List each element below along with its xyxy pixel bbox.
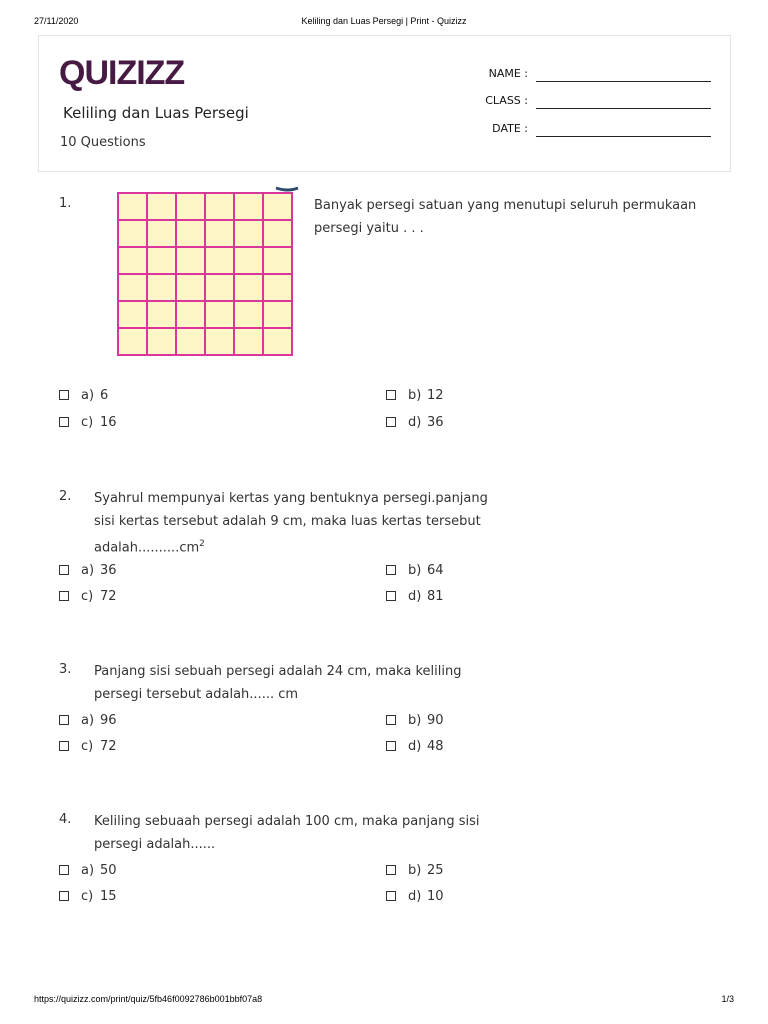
option-letter: a) xyxy=(81,388,95,403)
question-text-line: Panjang sisi sebuah persegi adalah 24 cm, maka keliling xyxy=(94,664,462,679)
grid-cell xyxy=(234,193,263,220)
print-page-title: Keliling dan Luas Persegi | Print - Quizizz xyxy=(301,16,467,26)
grid-cell xyxy=(176,274,205,301)
grid-cell xyxy=(118,247,147,274)
print-url: https://quizizz.com/print/quiz/5fb46f0092786b001bbf07a8 xyxy=(34,994,263,1004)
option-checkbox[interactable] xyxy=(59,417,69,427)
grid-cell xyxy=(176,193,205,220)
print-header xyxy=(0,16,768,30)
quiz-header-card xyxy=(38,35,731,172)
option-letter: c) xyxy=(81,739,94,754)
print-footer xyxy=(0,994,768,1008)
grid-cell xyxy=(263,301,292,328)
option-letter: b) xyxy=(408,863,422,878)
grid-cell xyxy=(205,301,234,328)
unit-square-grid-image xyxy=(116,184,302,356)
option-checkbox[interactable] xyxy=(386,417,396,427)
grid-cell xyxy=(118,193,147,220)
question-number: 3. xyxy=(59,662,72,677)
grid-cell xyxy=(234,301,263,328)
grid-cell xyxy=(176,301,205,328)
quizizz-logo-text: QUIZIZZ xyxy=(59,54,185,92)
option-checkbox[interactable] xyxy=(386,715,396,725)
grid-cell xyxy=(176,220,205,247)
option-letter: b) xyxy=(408,388,422,403)
option-value: 15 xyxy=(100,889,117,904)
grid-cell xyxy=(147,328,176,355)
superscript: 2 xyxy=(199,539,205,549)
grid-cell xyxy=(263,274,292,301)
option-value: 12 xyxy=(427,388,444,403)
option-value: 36 xyxy=(100,563,117,578)
name-field-line xyxy=(536,81,711,82)
option-letter: d) xyxy=(408,589,422,604)
grid-cell xyxy=(147,247,176,274)
option-letter: d) xyxy=(408,889,422,904)
option-value: 25 xyxy=(427,863,444,878)
option-value: 50 xyxy=(100,863,117,878)
grid-cell xyxy=(263,220,292,247)
option-checkbox[interactable] xyxy=(386,865,396,875)
option-checkbox[interactable] xyxy=(386,591,396,601)
option-checkbox[interactable] xyxy=(386,741,396,751)
option-value: 72 xyxy=(100,739,117,754)
question-number: 1. xyxy=(59,196,72,211)
quizizz-logo xyxy=(59,54,194,92)
grid-cell xyxy=(205,193,234,220)
option-value: 64 xyxy=(427,563,444,578)
question-text-line: persegi adalah...... xyxy=(94,837,216,852)
date-field-line xyxy=(536,136,711,137)
option-letter: c) xyxy=(81,589,94,604)
grid-cell xyxy=(205,274,234,301)
question-text-line: Keliling sebuaah persegi adalah 100 cm, maka panjang sisi xyxy=(94,814,480,829)
class-field-line xyxy=(536,108,711,109)
option-checkbox[interactable] xyxy=(59,715,69,725)
option-checkbox[interactable] xyxy=(59,891,69,901)
question-text xyxy=(94,810,494,856)
option-checkbox[interactable] xyxy=(59,390,69,400)
grid-cell xyxy=(205,247,234,274)
option-value: 96 xyxy=(100,713,117,728)
option-letter: b) xyxy=(408,563,422,578)
option-letter: c) xyxy=(81,889,94,904)
grid-cell xyxy=(234,274,263,301)
option-letter: a) xyxy=(81,713,95,728)
question-text xyxy=(94,487,494,559)
option-letter: d) xyxy=(408,739,422,754)
option-checkbox[interactable] xyxy=(386,891,396,901)
option-value: 48 xyxy=(427,739,444,754)
question-text xyxy=(94,660,494,706)
option-value: 90 xyxy=(427,713,444,728)
option-checkbox[interactable] xyxy=(59,865,69,875)
name-label: NAME : xyxy=(488,67,528,80)
grid-cell xyxy=(118,328,147,355)
question-number: 2. xyxy=(59,489,72,504)
option-value: 10 xyxy=(427,889,444,904)
grid-cell xyxy=(234,328,263,355)
grid-cell xyxy=(176,247,205,274)
question-text-line xyxy=(94,533,494,559)
option-checkbox[interactable] xyxy=(386,565,396,575)
question-text-line: Syahrul mempunyai kertas yang bentuknya persegi.panjang xyxy=(94,491,488,506)
option-checkbox[interactable] xyxy=(386,390,396,400)
option-value: 36 xyxy=(427,415,444,430)
grid-cell xyxy=(234,247,263,274)
grid-cell xyxy=(176,328,205,355)
grid-cell xyxy=(118,220,147,247)
option-letter: d) xyxy=(408,415,422,430)
option-checkbox[interactable] xyxy=(59,591,69,601)
option-letter: a) xyxy=(81,863,95,878)
grid-cell xyxy=(263,193,292,220)
print-date: 27/11/2020 xyxy=(34,16,79,26)
grid-cell xyxy=(263,328,292,355)
grid-cell xyxy=(118,301,147,328)
option-letter: a) xyxy=(81,563,95,578)
grid-cell xyxy=(147,274,176,301)
question-count: 10 Questions xyxy=(60,135,146,150)
grid-cell xyxy=(263,247,292,274)
page-number: 1/3 xyxy=(721,994,734,1004)
grid-cell xyxy=(205,328,234,355)
option-checkbox[interactable] xyxy=(59,741,69,751)
option-value: 16 xyxy=(100,415,117,430)
option-value: 81 xyxy=(427,589,444,604)
option-value: 72 xyxy=(100,589,117,604)
question-text-line: persegi tersebut adalah...... cm xyxy=(94,687,299,702)
question-text: Banyak persegi satuan yang menutupi seluruh permukaan persegi yaitu . . . xyxy=(314,198,697,236)
option-checkbox[interactable] xyxy=(59,565,69,575)
quiz-title: Keliling dan Luas Persegi xyxy=(63,104,249,122)
grid-cell xyxy=(147,220,176,247)
date-label: DATE : xyxy=(492,122,528,135)
grid-cell xyxy=(205,220,234,247)
option-value: 6 xyxy=(100,388,109,403)
question-text-line: sisi kertas tersebut adalah 9 cm, maka luas kertas tersebut xyxy=(94,514,481,529)
option-letter: b) xyxy=(408,713,422,728)
grid-cell xyxy=(147,193,176,220)
question-number: 4. xyxy=(59,812,72,827)
option-letter: c) xyxy=(81,415,94,430)
grid-cell xyxy=(118,274,147,301)
question-text-last: adalah..........cm xyxy=(94,540,200,556)
grid-cell xyxy=(147,301,176,328)
grid-cell xyxy=(234,220,263,247)
class-label: CLASS : xyxy=(485,94,528,107)
